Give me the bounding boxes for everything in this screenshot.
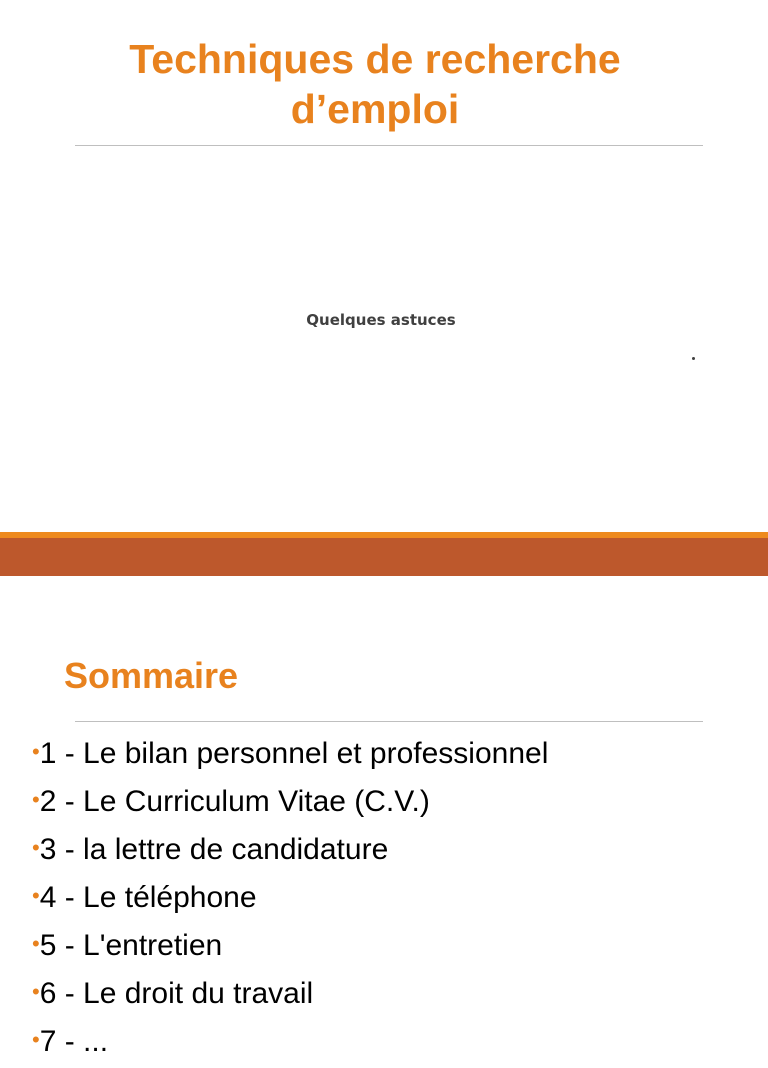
summary-item [32,780,548,828]
summary-item-text: 4 - Le téléphone [39,881,257,914]
slide-separator-band [0,538,768,576]
summary-item [32,876,548,924]
bullet-icon: • [32,739,40,764]
title-line-2: d’emploi [290,86,460,132]
summary-item-text: 6 - Le droit du travail [39,977,314,1010]
summary-item [32,924,548,972]
summary-item-text: 5 - L'entretien [39,929,223,962]
summary-item-text: 2 - Le Curriculum Vitae (C.V.) [39,785,430,818]
title-line-1: Techniques de recherche [129,36,621,82]
summary-list [32,732,548,1068]
bullet-icon: • [32,979,40,1004]
summary-item-text: 7 - ... [39,1025,109,1058]
summary-item [32,972,548,1020]
summary-item [32,828,548,876]
bullet-icon: • [32,835,40,860]
summary-item-text: 1 - Le bilan personnel et professionnel [39,737,549,770]
slide-title-heading [0,34,750,134]
summary-item [32,732,548,780]
slide-summary [0,576,768,1058]
summary-item [32,1020,548,1068]
stray-dot-mark [692,357,695,360]
title-divider [75,145,703,146]
bullet-icon: • [32,931,40,956]
summary-item-text: 3 - la lettre de candidature [39,833,389,866]
summary-heading: Sommaire [64,655,239,696]
bullet-icon: • [32,883,40,908]
slide-subtitle: Quelques astuces [306,311,456,329]
bullet-icon: • [32,1027,40,1052]
slide-title [0,0,768,532]
summary-divider [75,721,703,722]
bullet-icon: • [32,787,40,812]
